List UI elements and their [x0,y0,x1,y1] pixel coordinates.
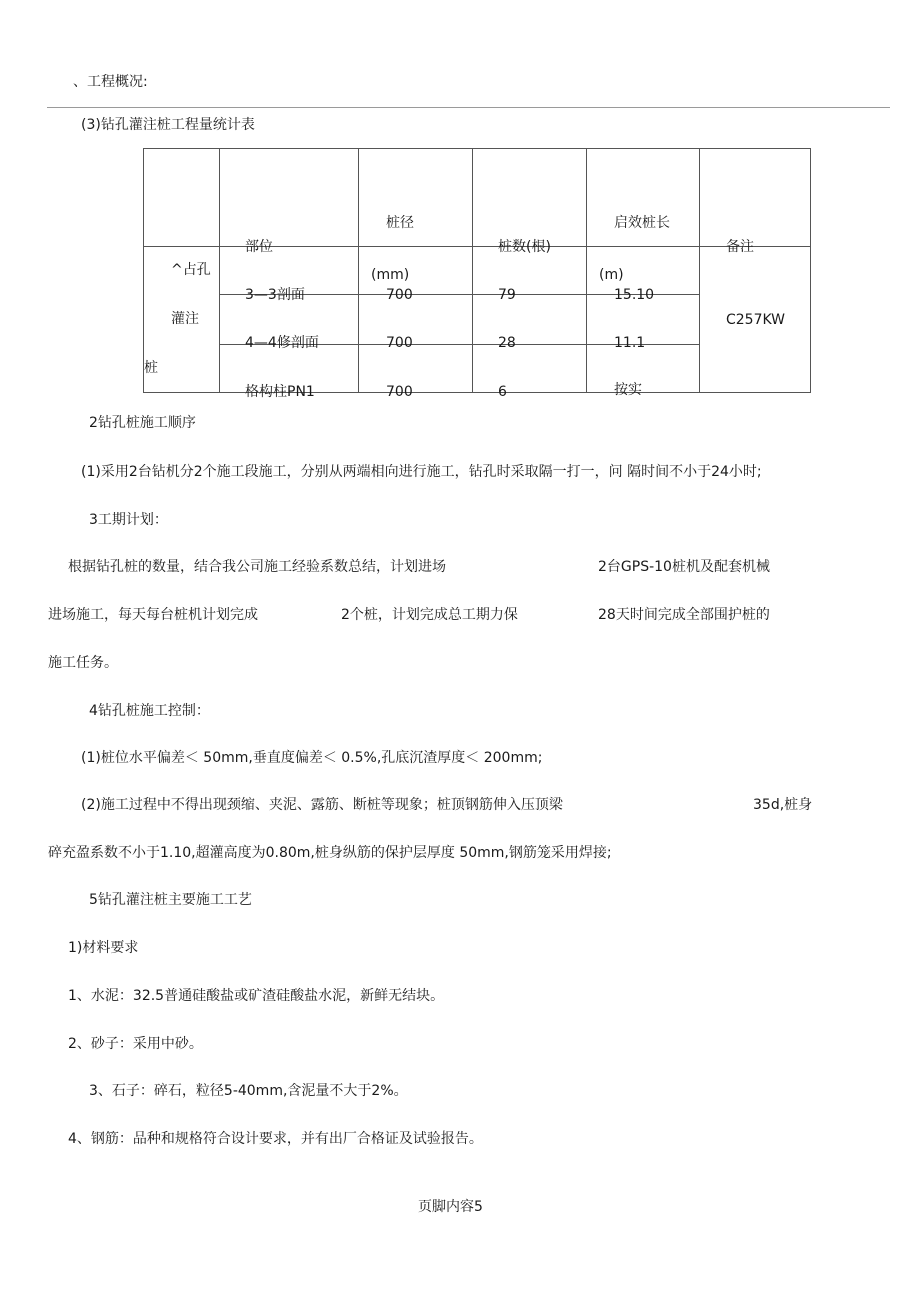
row2-count: 28 [498,335,516,352]
header-count-cell [473,149,587,255]
quantity-table [143,148,811,401]
row3-diameter: 700 [386,384,413,401]
category-line3: 桩 [144,360,158,376]
section2-heading: 2钻孔桩施工顺序 [89,415,196,431]
category-line2: 灌注 [171,311,199,327]
section3-line2-c: 28天时间完成全部围护桩的 [598,607,770,623]
section3-heading: 3工期计划： [89,512,168,528]
page-footer: 页脚内容5 [418,1199,483,1215]
table-caption: (3)钻孔灌注桩工程量统计表 [81,117,255,133]
row3-part: 格构柱PN1 [245,384,315,401]
remark-cell [700,247,811,393]
header-diameter-cell [359,149,473,283]
header-count: 桩数(根) [498,238,551,255]
row2-diameter-cell [359,295,473,352]
row1-part: 3—3剖面 [245,286,305,303]
header-diameter-line1: 桩径 [386,214,414,231]
section5-item-rebar: 4、钢筋：品种和规格符合设计要求，并有出厂合格证及试验报告。 [68,1131,483,1147]
section3-line2-b: 2个桩，计划完成总工期力保 [341,607,518,623]
row3-count-cell [473,344,587,401]
row2-part: 4—4修剖面 [245,335,319,352]
row3-count: 6 [498,384,507,401]
category-cell [144,247,220,393]
header-part: 部位 [245,238,273,255]
section5-item-stone: 3、石子：碎石，粒径5-40mm,含泥量不大于2%。 [89,1083,408,1099]
row3-length: 按实 [614,382,642,399]
header-remark: 备注 [726,238,754,255]
section4-item2-b: 35d,桩身 [753,797,813,813]
header-length-line1: 启效桩长 [614,214,670,231]
table-row [144,247,811,295]
section4-item1: (1)桩位水平偏差＜ 50mm,垂直度偏差＜ 0.5%,孔底沉渣厚度＜ 200mm; [81,750,543,766]
row1-diameter: 700 [386,286,413,303]
header-divider [47,107,890,108]
header-part-cell [220,149,359,255]
section4-item2-cont: 碎充盈系数不小于1.10,超灌高度为0.80m,桩身纵筋的保护层厚度 50mm,钢筋笼采用焊接; [48,845,612,861]
section5-heading: 5钻孔灌注桩主要施工工艺 [89,892,252,908]
section4-item2-a: (2)施工过程中不得出现颈缩、夹泥、露筋、断桩等现象；桩顶钢筋伸入压顶梁 [81,797,563,813]
page-title: 、工程概况: [73,74,148,90]
row2-diameter: 700 [386,335,413,352]
section3-line2-a: 进场施工，每天每台桩机计划完成 [48,607,258,623]
header-length-line2: (m) [599,266,624,283]
section5-subheading: 1)材料要求 [68,940,139,956]
row1-count: 79 [498,286,516,303]
row2-length: 11.1 [614,335,646,352]
remark-value: C257KW [726,312,786,328]
section2-paragraph: (1)采用2台钻机分2个施工段施工，分别从两端相向进行施工，钻孔时采取隔一打一，问 隔时间不小于24小时; [81,464,762,480]
row2-count-cell [473,295,587,352]
row3-diameter-cell [359,344,473,401]
section4-heading: 4钻孔桩施工控制： [89,703,210,719]
header-remark-cell [700,149,811,255]
row1-length: 15.10 [614,286,655,303]
row1-part-cell [220,247,359,303]
header-length-cell [587,149,700,283]
category-line1: ^占孔 [171,262,211,278]
section3-line1-b: 2台GPS-10桩机及配套机械 [598,559,770,575]
section3-line3: 施工任务。 [48,655,118,671]
section5-item-cement: 1、水泥：32.5普通硅酸盐或矿渣硅酸盐水泥，新鲜无结块。 [68,988,445,1004]
header-diameter-line2: (mm) [371,266,410,283]
section5-item-sand: 2、砂子：采用中砂。 [68,1036,203,1052]
header-empty-cell [144,149,220,247]
section3-line1-a: 根据钻孔桩的数量，结合我公司施工经验系数总结，计划进场 [68,559,446,575]
table-header-row [144,149,811,247]
